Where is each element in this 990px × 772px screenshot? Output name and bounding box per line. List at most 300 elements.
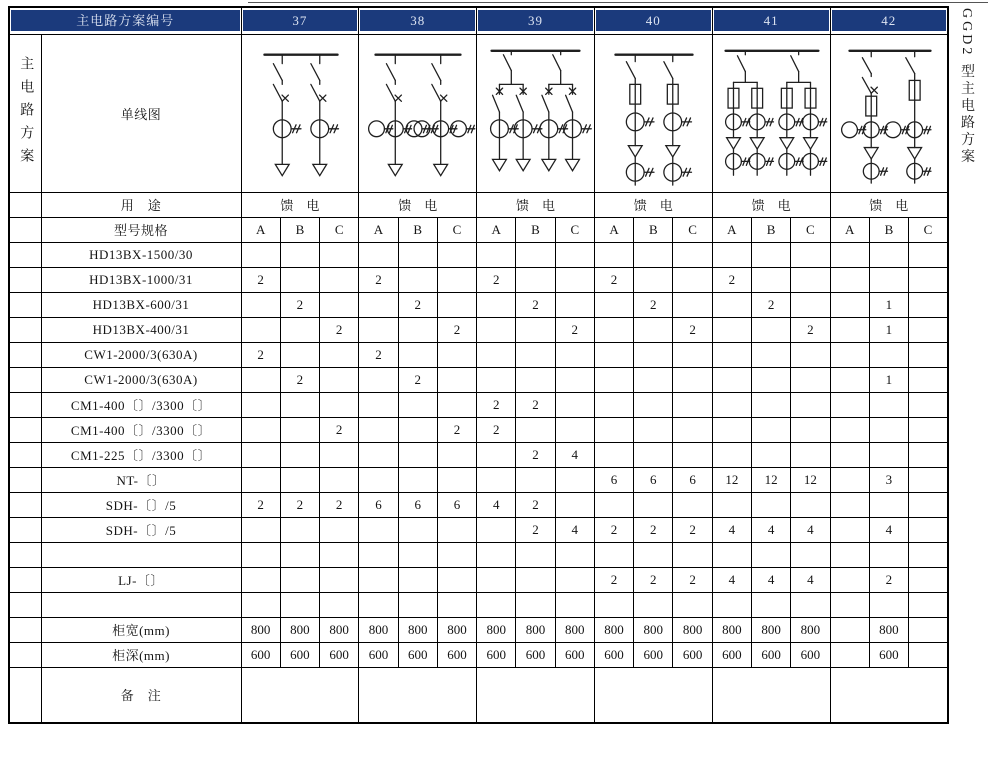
- value-cell: [359, 417, 398, 442]
- page-top-rule: [248, 2, 988, 3]
- single-line-diagram-38: [359, 35, 476, 191]
- value-cell: [634, 367, 673, 392]
- value-cell: [673, 267, 712, 292]
- table-row: [9, 367, 948, 392]
- value-cell: [320, 392, 359, 417]
- value-cell: 2: [594, 567, 633, 592]
- left-strip-cell: [9, 292, 41, 317]
- value-cell: [437, 367, 476, 392]
- value-cell: 2: [869, 567, 908, 592]
- value-cell: [398, 267, 437, 292]
- value-cell: [909, 592, 948, 617]
- value-cell: [359, 542, 398, 567]
- value-cell: [909, 417, 948, 442]
- value-cell: 600: [320, 642, 359, 667]
- value-cell: 2: [241, 342, 280, 367]
- value-cell: [555, 292, 594, 317]
- row-label: [41, 542, 241, 567]
- outgoing-feeder-arrow-icon: [780, 138, 794, 149]
- value-cell: [830, 492, 869, 517]
- left-strip-cell: [9, 592, 41, 617]
- value-cell: 2: [359, 267, 398, 292]
- value-cell: 600: [751, 642, 790, 667]
- value-cell: 800: [477, 617, 516, 642]
- value-cell: [751, 592, 790, 617]
- left-strip-cell: [9, 317, 41, 342]
- value-cell: [869, 492, 908, 517]
- outgoing-feeder-arrow-icon: [628, 146, 642, 157]
- value-cell: 2: [751, 292, 790, 317]
- spec-subcolumn-header: C: [791, 217, 830, 242]
- switch-blade-icon: [626, 62, 635, 79]
- value-cell: [516, 592, 555, 617]
- value-cell: [712, 242, 751, 267]
- value-cell: [280, 592, 319, 617]
- single-line-diagram-row: [9, 34, 948, 192]
- value-cell: [241, 517, 280, 542]
- value-cell: [909, 492, 948, 517]
- value-cell: [791, 367, 830, 392]
- value-cell: [712, 542, 751, 567]
- table-row: [9, 242, 948, 267]
- value-cell: 2: [477, 267, 516, 292]
- value-cell: 2: [437, 317, 476, 342]
- value-cell: [437, 292, 476, 317]
- value-cell: [712, 417, 751, 442]
- value-cell: [869, 242, 908, 267]
- feeder-branch: [841, 51, 887, 183]
- value-cell: [359, 517, 398, 542]
- left-strip-cell: [9, 442, 41, 467]
- current-transformer-icon: [749, 114, 773, 130]
- value-cell: [594, 417, 633, 442]
- value-cell: [437, 392, 476, 417]
- current-transformer-icon: [802, 114, 826, 130]
- value-cell: 2: [673, 317, 712, 342]
- value-cell: [673, 342, 712, 367]
- remark-row-label: 备 注: [41, 667, 241, 723]
- value-cell: 2: [594, 267, 633, 292]
- left-strip-cell: [9, 567, 41, 592]
- value-cell: [359, 367, 398, 392]
- value-cell: [751, 417, 790, 442]
- value-cell: [437, 592, 476, 617]
- value-cell: 4: [791, 517, 830, 542]
- value-cell: 6: [673, 467, 712, 492]
- value-cell: [555, 592, 594, 617]
- value-cell: 600: [241, 642, 280, 667]
- value-cell: [791, 492, 830, 517]
- value-cell: 800: [712, 617, 751, 642]
- outgoing-feeder-arrow-icon: [516, 159, 530, 170]
- single-line-diagram-39: [477, 35, 594, 191]
- outgoing-feeder-arrow-icon: [803, 138, 817, 149]
- value-cell: [673, 367, 712, 392]
- value-cell: [437, 267, 476, 292]
- value-cell: [398, 242, 437, 267]
- scheme-number-header-label: 主电路方案编号: [11, 10, 240, 31]
- value-cell: [320, 367, 359, 392]
- value-cell: [712, 367, 751, 392]
- row-label: SDH-〔〕/5: [41, 492, 241, 517]
- value-cell: 4: [555, 517, 594, 542]
- left-strip-cell: [9, 542, 41, 567]
- current-transformer-icon: [725, 114, 749, 130]
- remark-cell: [830, 667, 948, 723]
- value-cell: 1: [869, 367, 908, 392]
- spec-header-row: [9, 217, 948, 242]
- current-transformer-icon: [863, 163, 887, 179]
- usage-row: [9, 192, 948, 217]
- value-cell: [830, 567, 869, 592]
- value-cell: [791, 392, 830, 417]
- value-cell: [398, 442, 437, 467]
- value-cell: [437, 442, 476, 467]
- value-cell: [673, 542, 712, 567]
- value-cell: [477, 317, 516, 342]
- value-cell: 2: [634, 292, 673, 317]
- spec-subcolumn-header: C: [555, 217, 594, 242]
- value-cell: [280, 242, 319, 267]
- left-strip-cell: [9, 242, 41, 267]
- value-cell: [909, 292, 948, 317]
- switch-blade-icon: [553, 55, 561, 71]
- value-cell: [830, 367, 869, 392]
- value-cell: 800: [791, 617, 830, 642]
- value-cell: [869, 417, 908, 442]
- single-line-diagram-37: [242, 35, 359, 191]
- table-row: [9, 317, 948, 342]
- value-cell: 2: [516, 492, 555, 517]
- switch-blade-icon: [504, 55, 512, 71]
- value-cell: [712, 342, 751, 367]
- value-cell: 2: [320, 492, 359, 517]
- value-cell: [280, 567, 319, 592]
- value-cell: 2: [477, 417, 516, 442]
- value-cell: 600: [869, 642, 908, 667]
- value-cell: 4: [751, 517, 790, 542]
- outgoing-feeder-arrow-icon: [542, 159, 556, 170]
- value-cell: [830, 242, 869, 267]
- value-cell: [791, 442, 830, 467]
- left-strip-cell: [9, 617, 41, 642]
- value-cell: [241, 442, 280, 467]
- single-line-diagram-cell: [712, 34, 830, 192]
- left-strip-cell: [9, 467, 41, 492]
- value-cell: 800: [634, 617, 673, 642]
- remark-cell: [241, 667, 359, 723]
- outgoing-feeder-arrow-icon: [750, 138, 764, 149]
- outgoing-feeder-arrow-icon: [864, 148, 878, 159]
- value-cell: [320, 467, 359, 492]
- value-cell: 600: [437, 642, 476, 667]
- spec-subcolumn-header: A: [594, 217, 633, 242]
- value-cell: [359, 592, 398, 617]
- spec-subcolumn-header: A: [477, 217, 516, 242]
- table-row: [9, 442, 948, 467]
- feeder-branch: [626, 55, 654, 185]
- left-strip-cell: [9, 392, 41, 417]
- value-cell: [280, 392, 319, 417]
- value-cell: 1: [869, 292, 908, 317]
- value-cell: 800: [594, 617, 633, 642]
- single-line-diagram-42: [831, 35, 948, 191]
- feeder-branch: [414, 55, 475, 176]
- value-cell: [241, 567, 280, 592]
- scheme-number-cell: [359, 7, 477, 34]
- outgoing-feeder-arrow-icon: [389, 164, 403, 175]
- value-cell: [280, 542, 319, 567]
- spec-subcolumn-header: A: [712, 217, 751, 242]
- outgoing-feeder-arrow-icon: [434, 164, 448, 175]
- value-cell: [634, 592, 673, 617]
- value-cell: 800: [516, 617, 555, 642]
- switch-blade-icon: [516, 95, 523, 112]
- value-cell: [634, 417, 673, 442]
- value-cell: [830, 342, 869, 367]
- value-cell: [359, 392, 398, 417]
- value-cell: 2: [320, 417, 359, 442]
- left-strip-cell: [9, 34, 41, 192]
- value-cell: [751, 367, 790, 392]
- outgoing-feeder-arrow-icon: [493, 159, 507, 170]
- value-cell: [477, 517, 516, 542]
- value-cell: 600: [555, 642, 594, 667]
- value-cell: [712, 292, 751, 317]
- scheme-number: 42: [832, 10, 947, 31]
- value-cell: [594, 492, 633, 517]
- value-cell: 2: [634, 567, 673, 592]
- row-label: HD13BX-1500/30: [41, 242, 241, 267]
- value-cell: [398, 592, 437, 617]
- value-cell: [751, 317, 790, 342]
- value-cell: [791, 242, 830, 267]
- value-cell: [477, 467, 516, 492]
- value-cell: [241, 592, 280, 617]
- value-cell: [280, 467, 319, 492]
- value-cell: 800: [555, 617, 594, 642]
- value-cell: [555, 342, 594, 367]
- value-cell: [909, 542, 948, 567]
- value-cell: 2: [280, 492, 319, 517]
- value-cell: [359, 442, 398, 467]
- value-cell: [909, 517, 948, 542]
- breaker-contact-icon: [282, 95, 288, 101]
- outgoing-feeder-arrow-icon: [275, 164, 289, 175]
- value-cell: [477, 542, 516, 567]
- table-row: [9, 267, 948, 292]
- value-cell: [555, 392, 594, 417]
- value-cell: [516, 467, 555, 492]
- value-cell: [320, 442, 359, 467]
- value-cell: [516, 417, 555, 442]
- value-cell: 4: [712, 517, 751, 542]
- row-label: SDH-〔〕/5: [41, 517, 241, 542]
- value-cell: [320, 267, 359, 292]
- value-cell: [830, 517, 869, 542]
- feeder-branch: [369, 55, 431, 176]
- row-label: HD13BX-600/31: [41, 292, 241, 317]
- value-cell: 600: [673, 642, 712, 667]
- value-cell: [437, 467, 476, 492]
- single-line-diagram-41: [713, 35, 830, 191]
- feeder-group: [491, 51, 542, 171]
- usage-value-cell: 馈 电: [477, 192, 595, 217]
- value-cell: [869, 542, 908, 567]
- value-cell: [909, 442, 948, 467]
- value-cell: 800: [673, 617, 712, 642]
- value-cell: [909, 617, 948, 642]
- scheme-number: 40: [596, 10, 711, 31]
- value-cell: [909, 367, 948, 392]
- table-row: [9, 492, 948, 517]
- value-cell: 600: [398, 642, 437, 667]
- scheme-number: 41: [714, 10, 829, 31]
- value-cell: 600: [712, 642, 751, 667]
- spec-row-label: 型号规格: [41, 217, 241, 242]
- value-cell: [359, 567, 398, 592]
- current-transformer-icon: [885, 122, 909, 138]
- value-cell: [477, 442, 516, 467]
- spec-subcolumn-header: B: [280, 217, 319, 242]
- value-cell: 2: [359, 342, 398, 367]
- value-cell: [673, 417, 712, 442]
- value-cell: 600: [280, 642, 319, 667]
- value-cell: 6: [437, 492, 476, 517]
- outgoing-feeder-arrow-icon: [907, 148, 921, 159]
- value-cell: [398, 342, 437, 367]
- value-cell: [398, 417, 437, 442]
- value-cell: [320, 242, 359, 267]
- table-header-row: [9, 7, 948, 34]
- value-cell: [634, 442, 673, 467]
- left-strip-cell: [9, 667, 41, 723]
- remark-cell: [359, 667, 477, 723]
- value-cell: 12: [712, 467, 751, 492]
- value-cell: [830, 392, 869, 417]
- value-cell: [437, 567, 476, 592]
- scheme-number-cell: [477, 7, 595, 34]
- value-cell: [830, 542, 869, 567]
- value-cell: [516, 317, 555, 342]
- outgoing-feeder-arrow-icon: [312, 164, 326, 175]
- value-cell: [320, 592, 359, 617]
- spec-subcolumn-header: A: [359, 217, 398, 242]
- left-strip-cell: [9, 517, 41, 542]
- value-cell: [437, 517, 476, 542]
- table-row: [9, 617, 948, 642]
- value-cell: [751, 267, 790, 292]
- table-row: [9, 392, 948, 417]
- value-cell: 2: [398, 292, 437, 317]
- value-cell: [477, 592, 516, 617]
- current-transformer-icon: [906, 163, 930, 179]
- value-cell: 800: [241, 617, 280, 642]
- value-cell: 2: [555, 317, 594, 342]
- scheme-number-cell: [241, 7, 359, 34]
- spec-subcolumn-header: B: [751, 217, 790, 242]
- remark-cell: [477, 667, 595, 723]
- left-strip-cell: [9, 367, 41, 392]
- value-cell: [751, 492, 790, 517]
- value-cell: 2: [437, 417, 476, 442]
- switch-blade-icon: [737, 56, 745, 72]
- value-cell: 800: [398, 617, 437, 642]
- current-transformer-icon: [841, 122, 865, 138]
- value-cell: 2: [516, 292, 555, 317]
- value-cell: [477, 367, 516, 392]
- scheme-number-cell: [712, 7, 830, 34]
- value-cell: [673, 292, 712, 317]
- scheme-number: 39: [478, 10, 593, 31]
- value-cell: [634, 317, 673, 342]
- table-row: [9, 642, 948, 667]
- left-strip-cell: [9, 192, 41, 217]
- switch-blade-icon: [387, 64, 396, 102]
- value-cell: [751, 442, 790, 467]
- usage-value-cell: 馈 电: [241, 192, 359, 217]
- row-label: CW1-2000/3(630A): [41, 367, 241, 392]
- scheme-number-cell: [830, 7, 948, 34]
- current-transformer-icon: [273, 120, 301, 138]
- usage-row-label: 用 途: [41, 192, 241, 217]
- value-cell: [594, 292, 633, 317]
- current-transformer-icon: [779, 153, 803, 169]
- spec-subcolumn-header: C: [437, 217, 476, 242]
- left-strip-cell: [9, 642, 41, 667]
- value-cell: [634, 342, 673, 367]
- current-transformer-icon: [310, 120, 338, 138]
- value-cell: [477, 292, 516, 317]
- value-cell: 2: [673, 567, 712, 592]
- usage-value-cell: 馈 电: [359, 192, 477, 217]
- value-cell: [241, 392, 280, 417]
- value-cell: [477, 342, 516, 367]
- row-label: 柜深(mm): [41, 642, 241, 667]
- value-cell: [791, 417, 830, 442]
- single-line-diagram-cell: [241, 34, 359, 192]
- left-strip-cell: [9, 417, 41, 442]
- value-cell: 2: [477, 392, 516, 417]
- value-cell: 12: [751, 467, 790, 492]
- value-cell: [280, 417, 319, 442]
- value-cell: 2: [712, 267, 751, 292]
- value-cell: 4: [751, 567, 790, 592]
- switch-blade-icon: [432, 64, 441, 102]
- value-cell: [477, 567, 516, 592]
- switch-blade-icon: [862, 58, 871, 94]
- value-cell: [869, 442, 908, 467]
- current-transformer-icon: [664, 163, 692, 181]
- value-cell: 4: [869, 517, 908, 542]
- table-row: [9, 567, 948, 592]
- feeder-branch: [885, 51, 931, 183]
- value-cell: [869, 342, 908, 367]
- value-cell: 3: [869, 467, 908, 492]
- feeder-branch: [273, 55, 301, 176]
- value-cell: [712, 442, 751, 467]
- value-cell: [241, 367, 280, 392]
- usage-value-cell: 馈 电: [712, 192, 830, 217]
- value-cell: [791, 342, 830, 367]
- value-cell: 2: [594, 517, 633, 542]
- value-cell: [830, 617, 869, 642]
- feeder-group: [779, 51, 827, 175]
- single-line-diagram-40: [595, 35, 712, 191]
- usage-value-cell: 馈 电: [594, 192, 712, 217]
- current-transformer-icon: [664, 113, 692, 131]
- usage-value-cell: 馈 电: [830, 192, 948, 217]
